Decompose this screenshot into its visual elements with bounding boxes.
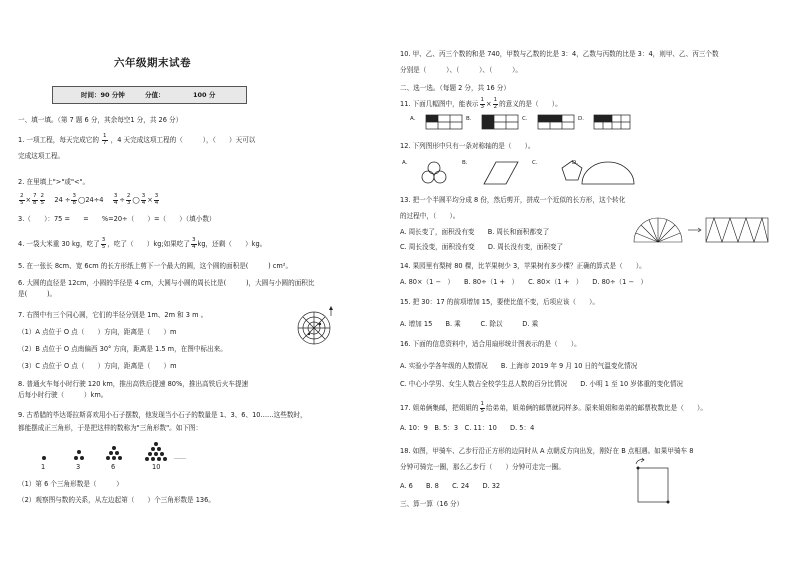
- question-16-option-ab: A. 实验小学各年级的人数情况 B. 上海市 2019 年 9 月 10 日的气温变化情况: [400, 362, 638, 370]
- triangle-label-4: 10: [152, 463, 161, 471]
- question-7-part-1: （1）A 点位于 O 点（ ）方向，距离是（ ）m: [18, 328, 177, 336]
- question-5: 5. 在一张长 8cm、宽 6cm 的长方形纸上剪下一个最大的圆，这个圆的面积是( ) cm²。: [18, 262, 293, 270]
- square-path-figure: [632, 456, 674, 512]
- question-13: 13. 把一个半圆平均分成 8 份，然后剪开，拼成一个近似的长方形，这个转化: [400, 196, 626, 204]
- question-9-part-1: （1）第 6 个三角形数是（ ）: [18, 480, 123, 488]
- question-17: 17. 姐弟俩集邮，把姐姐的 $\frac{1}{5}$ 给弟弟，姐弟俩的邮票就同样多。原来姐姐和弟弟的邮票枚数比是（ ）。: [400, 401, 707, 414]
- option-a-label: A.: [402, 160, 408, 166]
- question-13-cont: 的过程中，（ ）。: [400, 212, 460, 220]
- question-18: 18. 如图，甲骑车、乙步行沿正方形的边同时从 A 点朝反方向出发，刚好在 B 点相遇。如果甲骑车 8: [400, 447, 694, 455]
- question-12: 12. 下列图形中只有一条对称轴的是（ ）。: [400, 142, 535, 150]
- question-7-part-3: （3）C 点位于 O 点（ ）方向，距离是（ ）m: [18, 362, 177, 370]
- triangle-label-3: 6: [111, 463, 116, 471]
- question-7-part-2: （2）B 点位于 O 点南偏西 30° 方向，距离是 1.5 m，在图中标出来。: [18, 345, 227, 353]
- option-b-label: B.: [462, 160, 468, 166]
- triangle-label-2: 3: [76, 463, 81, 471]
- question-3: 3.（ ）：75 = = %=20÷（ ）=（ ）（填小数）: [18, 215, 216, 223]
- question-11-options-figure: [406, 113, 636, 131]
- question-18-cont: 分钟可骑完一圈，那么乙步行（ ）分钟可走完一圈。: [400, 463, 565, 471]
- question-15-options: A. 增加 15 B. 乘 C. 除以 D. 乘: [400, 320, 539, 328]
- svg-text:……: ……: [174, 454, 186, 461]
- triangle-numbers-figure: [34, 440, 234, 474]
- option-b-label: B.: [466, 116, 472, 122]
- option-d-label: D.: [578, 116, 584, 122]
- question-1-cont: 完成这项工程。: [18, 152, 65, 160]
- question-6: 6. 大圆的直径是 12cm，小圆的半径是 4 cm，大圆与小圆的周长比是( )，大圆与小圆的面积比: [18, 279, 315, 287]
- option-c-label: C.: [532, 160, 538, 166]
- question-1: 1. 一项工程，每天完成它的 $\frac{1}{7}$ ，4 天完成这项工程的（ ），（ ）天可以: [18, 133, 256, 146]
- fraction: $\frac{1}{7}$: [103, 133, 107, 146]
- triangle-label-1: 1: [41, 463, 46, 471]
- question-12-options-figure: [406, 158, 646, 186]
- page-title: 六年级期末试卷: [114, 57, 191, 69]
- question-17-options: A. 10：9 B. 5：3 C. 11：10 D. 5：4: [400, 424, 535, 432]
- question-16: 16. 下面的信息资料中，适合用扇形统计图表示的是（ ）。: [400, 340, 581, 348]
- concentric-circles-figure: [290, 306, 340, 346]
- question-13-option-ab: A. 周长变了，面积没有变 B. 周长和面积都变了: [400, 228, 550, 236]
- question-8: 8. 普通火车每小时行驶 120 km，推出高铁后提速 80%，推出高铁后火车提速: [18, 380, 249, 388]
- question-9-part-2: （2）观察图与数的关系，从左边起第（ ）个三角形数是 136。: [18, 496, 215, 504]
- question-14: 14. 果园里有梨树 80 棵，比苹果树少 3，苹果树有多少棵？正确的算式是（ ）。: [400, 262, 646, 270]
- question-10: 10. 甲、乙、丙三个数的和是 740，甲数与乙数的比是 3：4，乙数与丙数的比是 3：4，则甲、乙、丙三个数: [400, 50, 719, 58]
- time-score-box: [52, 86, 247, 104]
- question-16-option-cd: C. 中心小学男、女生人数占全校学生总人数的百分比情况 D. 小明 1 至 10 岁体重的变化情况: [400, 380, 684, 388]
- section-3-heading: 三、算一算（16 分）: [400, 500, 464, 508]
- question-2: 2. 在里填上">"或"<"。: [18, 178, 90, 186]
- question-2-row: $\frac{2}{5}$ × $\frac{7}{8}$ $\frac{2}{5}$ 24 ÷ $\frac{3}{8}$ ◯24÷4 $\frac{3}{4}$ ÷ $\frac{2}{3}$ ◯ $\frac{3}{4}$ × $\frac{3}{4}$: [20, 193, 159, 206]
- question-9: 9. 古希腊的毕达哥拉斯喜欢用小石子摆数，他发现当小石子的数量是 1、3、6、10……这些数时，: [18, 411, 307, 419]
- time-label: 时间：90 分钟: [81, 91, 125, 99]
- score-label: 分值：: [145, 91, 165, 99]
- semicircle-to-rectangle-figure: [632, 206, 772, 246]
- option-c-label: C.: [522, 116, 528, 122]
- question-15: 15. 把 30：17 的前项增加 15，要使比值不变，后项应该（ ）。: [400, 298, 599, 306]
- option-a-label: A.: [410, 116, 416, 122]
- question-6-cont: 是( )。: [18, 290, 57, 298]
- question-18-options: A. 6 B. 8 C. 24 D. 32: [400, 482, 501, 490]
- question-4: 4. 一袋大米重 30 kg，吃了 $\frac{3}{5}$ ，吃了（ ）kg;如果吃了 $\frac{3}{4}$ kg，还剩（ ）kg。: [18, 237, 267, 250]
- question-11: 11. 下面几幅图中，能表示 $\frac{1}{3}$ × $\frac{1}{2}$ 的意义的是（ ）。: [400, 97, 562, 110]
- question-10-cont: 分别是（ ）、（ ）、（ ）。: [400, 66, 522, 74]
- section-2-heading: 二、选一选。（每题 2 分，共 16 分）: [400, 84, 510, 92]
- question-13-option-cd: C. 周长没变，面积没有变 D. 周长没有变，面积变了: [400, 243, 564, 251]
- question-14-options: A. 80×（1 − ） B. 80÷（1 + ） C. 80×（1 + ） D. 80÷（1 − ）: [400, 278, 648, 286]
- section-1-heading: 一、填一填。（第 7 题 6 分，其余每空1 分，共 26 分）: [18, 116, 183, 124]
- question-9-cont: 都能摆成正三角形，于是把这样的数称为"三角形数"。如下图：: [18, 424, 203, 432]
- option-d-label: D.: [572, 160, 578, 166]
- question-8-cont: 后每小时行驶（ ）km。: [18, 391, 108, 399]
- question-7: 7. 右图中有三个同心圆，它们的半径分别是 1m、2m 和 3 m 。: [18, 311, 208, 319]
- score-value: 100 分: [193, 91, 216, 99]
